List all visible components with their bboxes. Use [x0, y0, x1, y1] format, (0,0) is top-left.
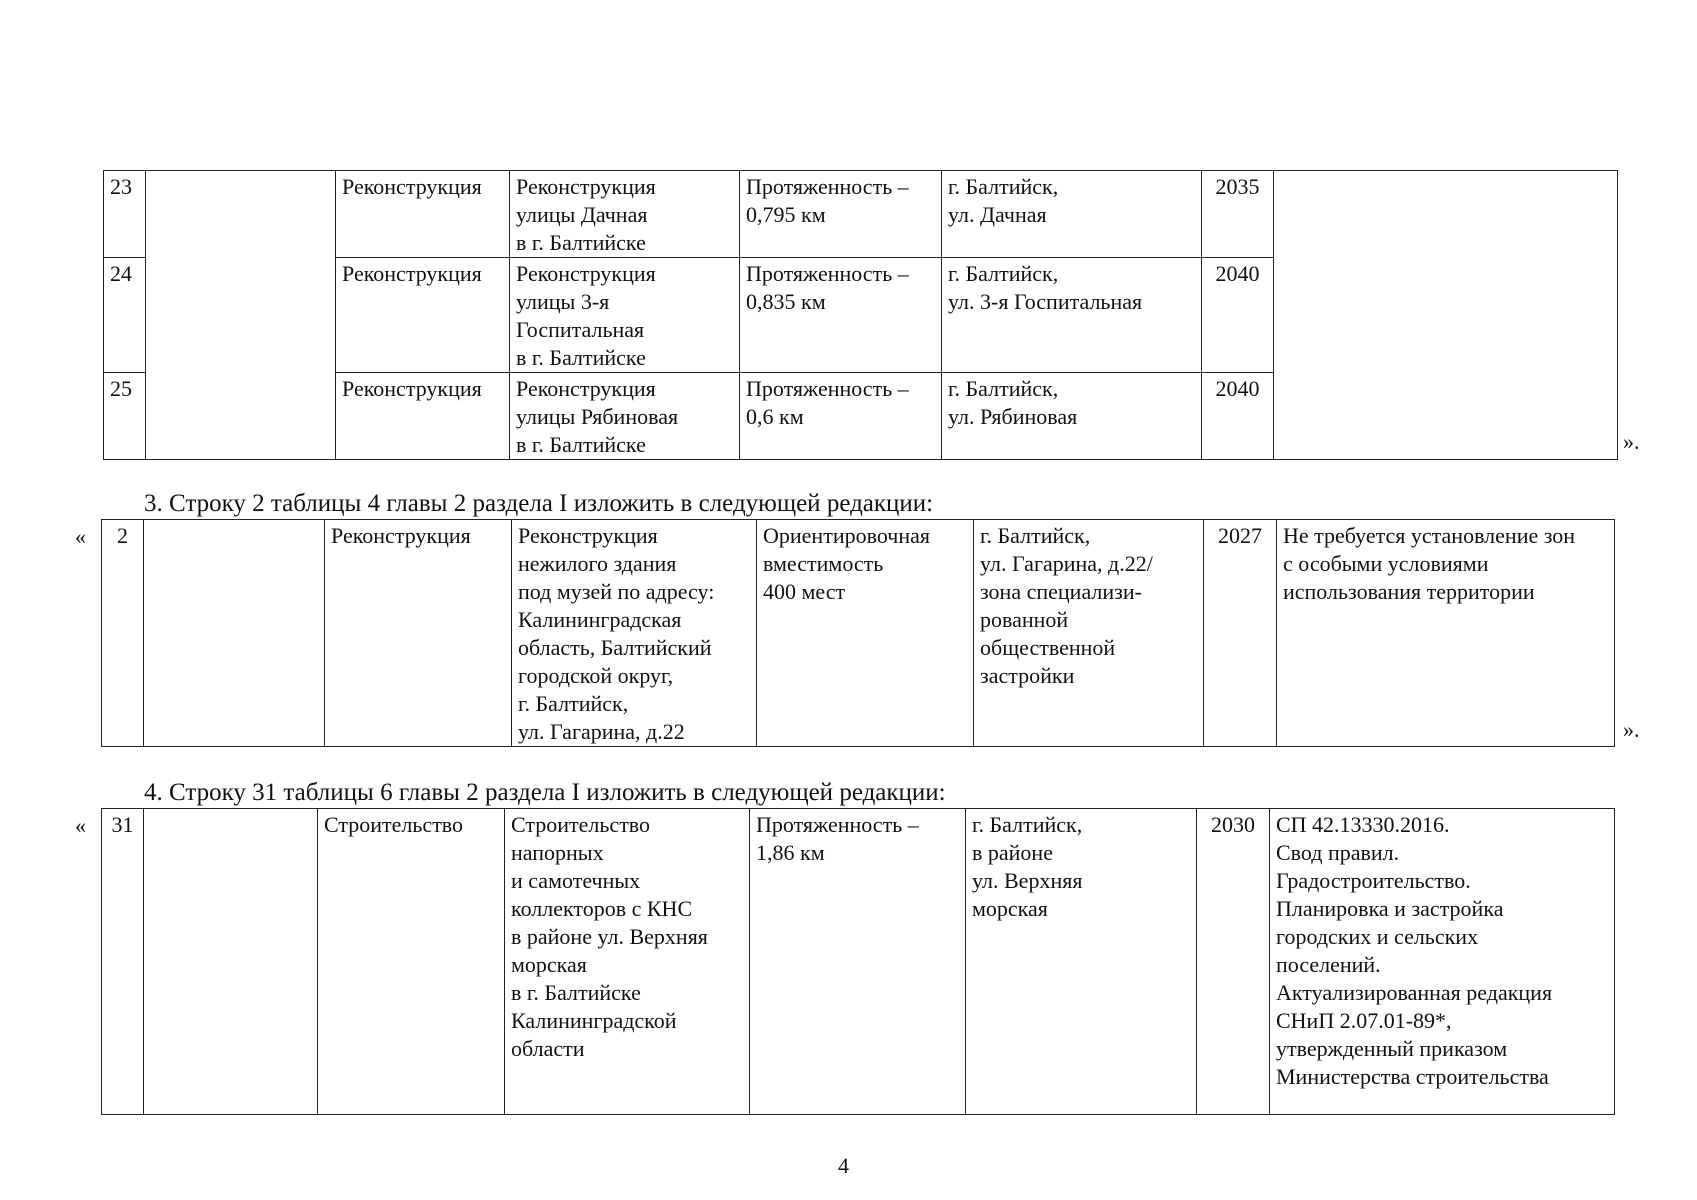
table-section-4: [101, 808, 1615, 1115]
work-type: Реконструкция: [325, 520, 512, 747]
object-name: Реконструкция улицы Рябиновая в г. Балтийске: [510, 373, 740, 460]
work-type: Реконструкция: [336, 171, 510, 258]
work-type: Реконструкция: [336, 258, 510, 373]
object-parameter: Ориентировочная вместимость 400 мест: [757, 520, 974, 747]
closing-quote: ».: [1623, 429, 1640, 454]
notes-cell: Не требуется установление зон с особыми условиями использования территории: [1277, 520, 1615, 747]
row-number: 25: [104, 373, 146, 460]
opening-quote: «: [75, 813, 86, 838]
row-number: 23: [104, 171, 146, 258]
object-parameter: Протяженность – 0,6 км: [740, 373, 942, 460]
year-cell: 2027: [1204, 520, 1277, 747]
empty-cell: [146, 171, 336, 460]
work-type: Строительство: [318, 809, 505, 1115]
object-name: Реконструкция улицы Дачная в г. Балтийске: [510, 171, 740, 258]
object-parameter: Протяженность – 1,86 км: [750, 809, 966, 1115]
notes-cell: [1274, 171, 1618, 460]
page-number: 4: [838, 1153, 849, 1178]
object-location: г. Балтийск, в районе ул. Верхняя морская: [966, 809, 1197, 1115]
object-parameter: Протяженность – 0,835 км: [740, 258, 942, 373]
object-location: г. Балтийск, ул. Гагарина, д.22/ зона специализи- рованной общественной застройки: [974, 520, 1204, 747]
empty-cell: [144, 809, 318, 1115]
table-row: [104, 171, 1618, 258]
object-location: г. Балтийск, ул. 3-я Госпитальная: [942, 258, 1202, 373]
year-cell: 2030: [1197, 809, 1270, 1115]
table-section-3: [101, 519, 1615, 747]
notes-cell: СП 42.13330.2016. Свод правил. Градостроительство. Планировка и застройка городских и сельских поселений. Актуализированная редакция СНиП 2.07.01-89*, утвержденный приказом Министерства строительства: [1270, 809, 1615, 1115]
empty-cell: [144, 520, 325, 747]
section-3-heading: 3. Строку 2 таблицы 4 главы 2 раздела I изложить в следующей редакции:: [144, 490, 934, 517]
year-cell: 2035: [1202, 171, 1274, 258]
row-number: 31: [102, 809, 144, 1115]
object-name: Реконструкция нежилого здания под музей по адресу: Калининградская область, Балтийский городской округ, г. Балтийск, ул. Гагарина, д.22: [512, 520, 757, 747]
table-continuation: [103, 170, 1618, 460]
year-cell: 2040: [1202, 258, 1274, 373]
object-name: Строительство напорных и самотечных коллекторов с КНС в районе ул. Верхняя морская в г. Балтийске Калининградской области: [505, 809, 750, 1115]
opening-quote: «: [75, 524, 86, 549]
closing-quote: ».: [1623, 717, 1640, 742]
object-name: Реконструкция улицы 3-я Госпитальная в г. Балтийске: [510, 258, 740, 373]
row-number: 2: [102, 520, 144, 747]
work-type: Реконструкция: [336, 373, 510, 460]
row-number: 24: [104, 258, 146, 373]
table-row: [102, 520, 1615, 747]
section-4-heading: 4. Строку 31 таблицы 6 главы 2 раздела I изложить в следующей редакции:: [144, 779, 946, 806]
object-parameter: Протяженность – 0,795 км: [740, 171, 942, 258]
object-location: г. Балтийск, ул. Дачная: [942, 171, 1202, 258]
object-location: г. Балтийск, ул. Рябиновая: [942, 373, 1202, 460]
year-cell: 2040: [1202, 373, 1274, 460]
table-row: [102, 809, 1615, 1115]
